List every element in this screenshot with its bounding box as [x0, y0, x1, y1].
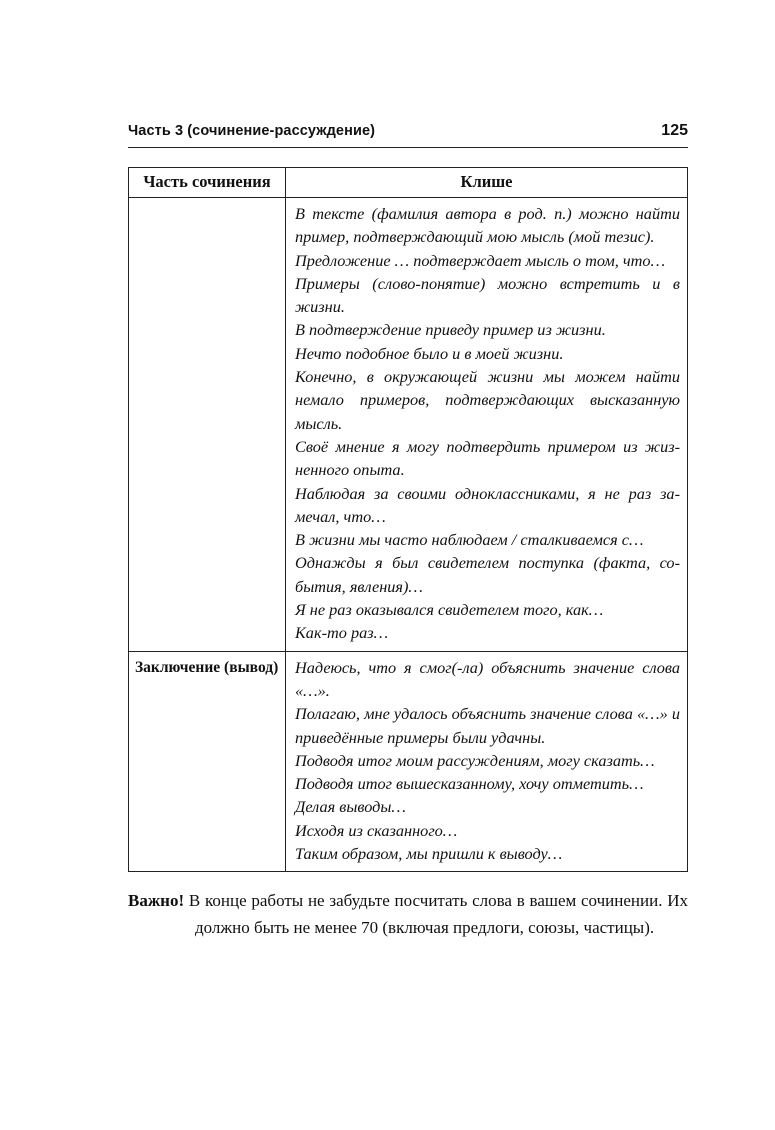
cliche-cell — [286, 651, 688, 872]
cliche-item: Своё мнение я могу подтвердить примером из жизненного опыта. — [295, 436, 680, 480]
important-note-label: Важно! — [128, 891, 185, 911]
cliche-item: В жизни мы часто наблюдаем / сталкиваемся с… — [295, 530, 644, 550]
running-head — [128, 122, 688, 148]
cliche-item: Делая выводы… — [295, 797, 406, 817]
cliche-item: Наблюдая за своими одноклассниками, я не раз замечал, что… — [295, 483, 680, 526]
cliche-item: Я не раз оказывался свидетелем того, как… — [295, 600, 604, 620]
cliche-item: Как-то раз… — [295, 623, 389, 643]
chapter-title: Часть 3 (сочинение-рассуждение) — [128, 123, 376, 139]
page-number: 125 — [661, 122, 688, 139]
cliche-item: В подтверждение приведу пример из жизни. — [295, 320, 606, 340]
part-label: Заключение (вывод) — [129, 651, 286, 872]
cliche-item: Подводя итог моим рассуждениям, могу сказать… — [295, 750, 655, 770]
table-row — [129, 651, 688, 872]
part-label — [129, 198, 286, 652]
table-header-row — [129, 168, 688, 198]
cliche-item: Предложение … подтверждает мысль о том, что… — [295, 250, 666, 270]
column-header-part: Часть сочинения — [129, 168, 286, 198]
cliche-item: Надеюсь, что я смог(-ла) объяснить значение слова «…». — [295, 657, 680, 700]
cliche-table — [128, 167, 688, 872]
table-row — [129, 198, 688, 652]
cliche-item: Таким образом, мы пришли к выводу… — [295, 844, 563, 864]
cliche-item: Полагаю, мне удалось объяснить значение слова «…» и приведённые примеры были удачны. — [295, 704, 680, 747]
cliche-item: Исходя из сказанного… — [295, 820, 458, 840]
cliche-item: Нечто подобное было и в моей жизни. — [295, 343, 564, 363]
cliche-item: В тексте (фамилия автора в род. п.) можно найти пример, подтверждающий мою мысль (мой тезис). — [295, 204, 680, 247]
cliche-item: Конечно, в окружающей жизни мы можем найти немало примеров, подтверждающих высказанную мысль. — [295, 367, 680, 433]
cliche-cell — [286, 198, 688, 652]
cliche-item: Однажды я был свидетелем поступка (факта, события, явления)… — [295, 553, 680, 596]
cliche-item: Подводя итог вышесказанному, хочу отметить… — [295, 774, 644, 794]
column-header-cliche: Клише — [286, 168, 688, 198]
important-note — [128, 888, 688, 941]
important-note-text: В конце работы не забудьте посчитать слова в вашем сочинении. Их должно быть не менее 70 (включая предлоги, союзы, частицы). — [184, 891, 688, 937]
cliche-item: Примеры (слово-понятие) можно встретить и в жизни. — [295, 273, 680, 317]
